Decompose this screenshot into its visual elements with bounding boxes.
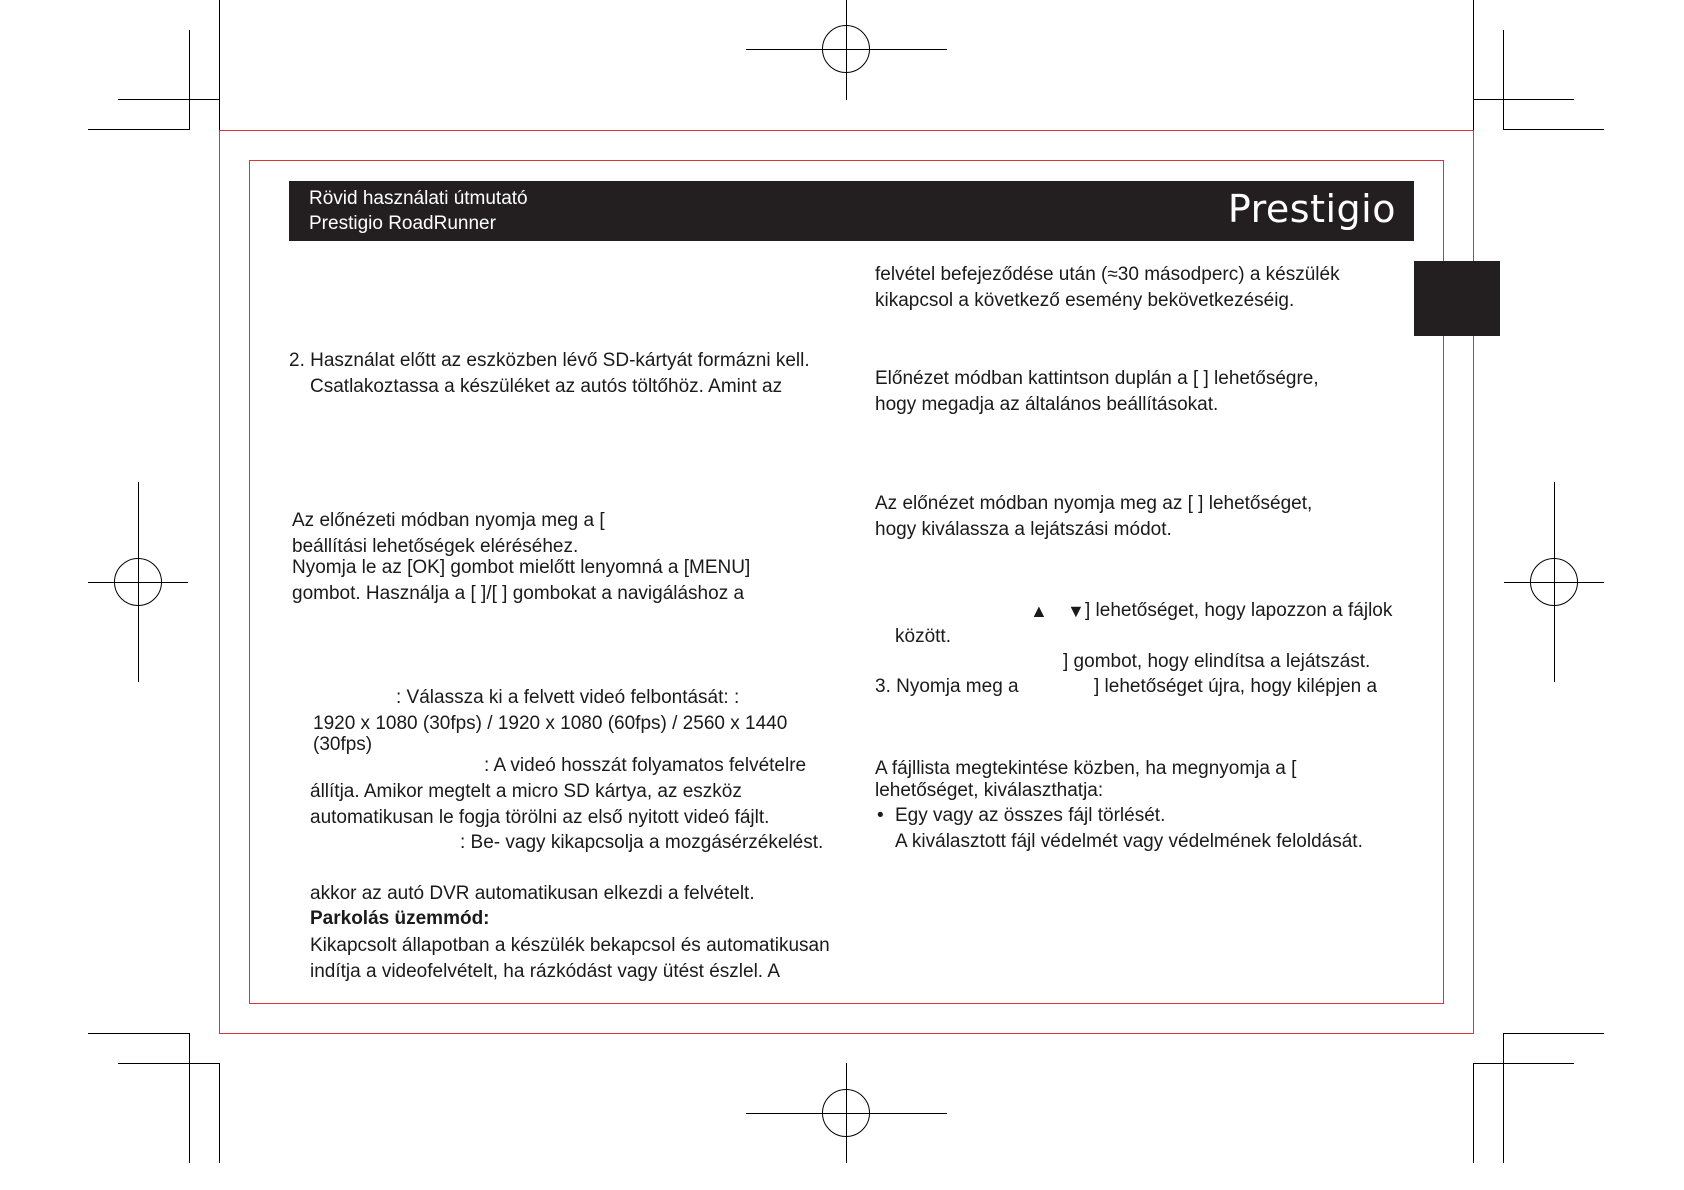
browse-text-1: ] lehetőséget, hogy lapozzon a fájlok bbox=[1085, 600, 1393, 621]
down-arrow-icon: ▼ bbox=[1067, 601, 1085, 621]
settings-access-text: beállítási lehetőségek eléréséhez. bbox=[292, 536, 579, 557]
after-rec-text-2: kikapcsol a következő esemény bekövetkezéséig. bbox=[875, 290, 1295, 311]
bullet: • bbox=[877, 805, 884, 826]
playback-text-1: Az előnézet módban nyomja meg az [ ] lehetőséget, bbox=[875, 493, 1313, 514]
resolution-text: : Válassza ki a felvett videó felbontását: : bbox=[396, 687, 740, 708]
format-step: 2. Használat előtt az eszközben lévő SD-kártyát formázni kell. bbox=[289, 350, 810, 371]
up-arrow-icon: ▲ bbox=[1030, 601, 1048, 621]
navigate-text: gombot. Használja a [ ]/[ ] gombokat a navigáláshoz a bbox=[292, 583, 745, 604]
loop-text-3: automatikusan le fogja törölni az első nyitott videó fájlt. bbox=[310, 807, 770, 828]
preview-press-text: Az előnézeti módban nyomja meg a [ bbox=[292, 510, 605, 531]
loop-text-2: állítja. Amikor megtelt a micro SD kártya, az eszköz bbox=[310, 781, 742, 802]
parking-text-2: indítja a videofelvételt, ha rázkódást vagy ütést észlel. A bbox=[310, 961, 780, 982]
parking-title: Parkolás üzemmód: bbox=[310, 908, 490, 929]
header-subtitle: Prestigio RoadRunner bbox=[309, 213, 496, 234]
exit-text-a: 3. Nyomja meg a bbox=[875, 676, 1019, 697]
ok-before-menu-text: Nyomja le az [OK] gombot mielőtt lenyomná a [MENU] bbox=[292, 557, 751, 578]
brand-logo: Prestigio bbox=[1227, 187, 1396, 231]
parking-text-1: Kikapcsolt állapotban a készülék bekapcsol és automatikusan bbox=[310, 935, 830, 956]
file-list-text-4: A kiválasztott fájl védelmét vagy védelmének feloldását. bbox=[895, 831, 1363, 852]
resolution-options-2: (30fps) bbox=[313, 734, 373, 755]
after-rec-text-1: felvétel befejeződése után (≈30 másodperc) a készülék bbox=[875, 264, 1340, 285]
resolution-options: 1920 x 1080 (30fps) / 1920 x 1080 (60fps) / 2560 x 1440 bbox=[313, 713, 788, 734]
double-click-text-2: hogy megadja az általános beállításokat. bbox=[875, 394, 1219, 415]
header-title: Rövid használati útmutató bbox=[309, 188, 528, 209]
section-tab bbox=[1414, 261, 1500, 336]
connect-text: Csatlakoztassa a készüléket az autós töltőhöz. Amint az bbox=[310, 376, 783, 397]
file-list-text-3: Egy vagy az összes fájl törlését. bbox=[895, 805, 1166, 826]
loop-text: : A videó hosszát folyamatos felvételre bbox=[484, 755, 807, 776]
start-play-text: ] gombot, hogy elindítsa a lejátszást. bbox=[1063, 651, 1371, 672]
playback-text-2: hogy kiválassza a lejátszási módot. bbox=[875, 519, 1172, 540]
file-list-text-1: A fájllista megtekintése közben, ha megnyomja a [ bbox=[875, 758, 1297, 779]
double-click-text-1: Előnézet módban kattintson duplán a [ ] lehetőségre, bbox=[875, 368, 1319, 389]
header-bar bbox=[289, 181, 1414, 241]
browse-text-2: között. bbox=[895, 626, 951, 647]
motion-text: : Be- vagy kikapcsolja a mozgásérzékelést. bbox=[460, 832, 824, 853]
file-list-text-2: lehetőséget, kiválaszthatja: bbox=[875, 780, 1104, 801]
dvr-auto-text: akkor az autó DVR automatikusan elkezdi a felvételt. bbox=[310, 883, 755, 904]
exit-text-b: ] lehetőséget újra, hogy kilépjen a bbox=[1094, 676, 1378, 697]
